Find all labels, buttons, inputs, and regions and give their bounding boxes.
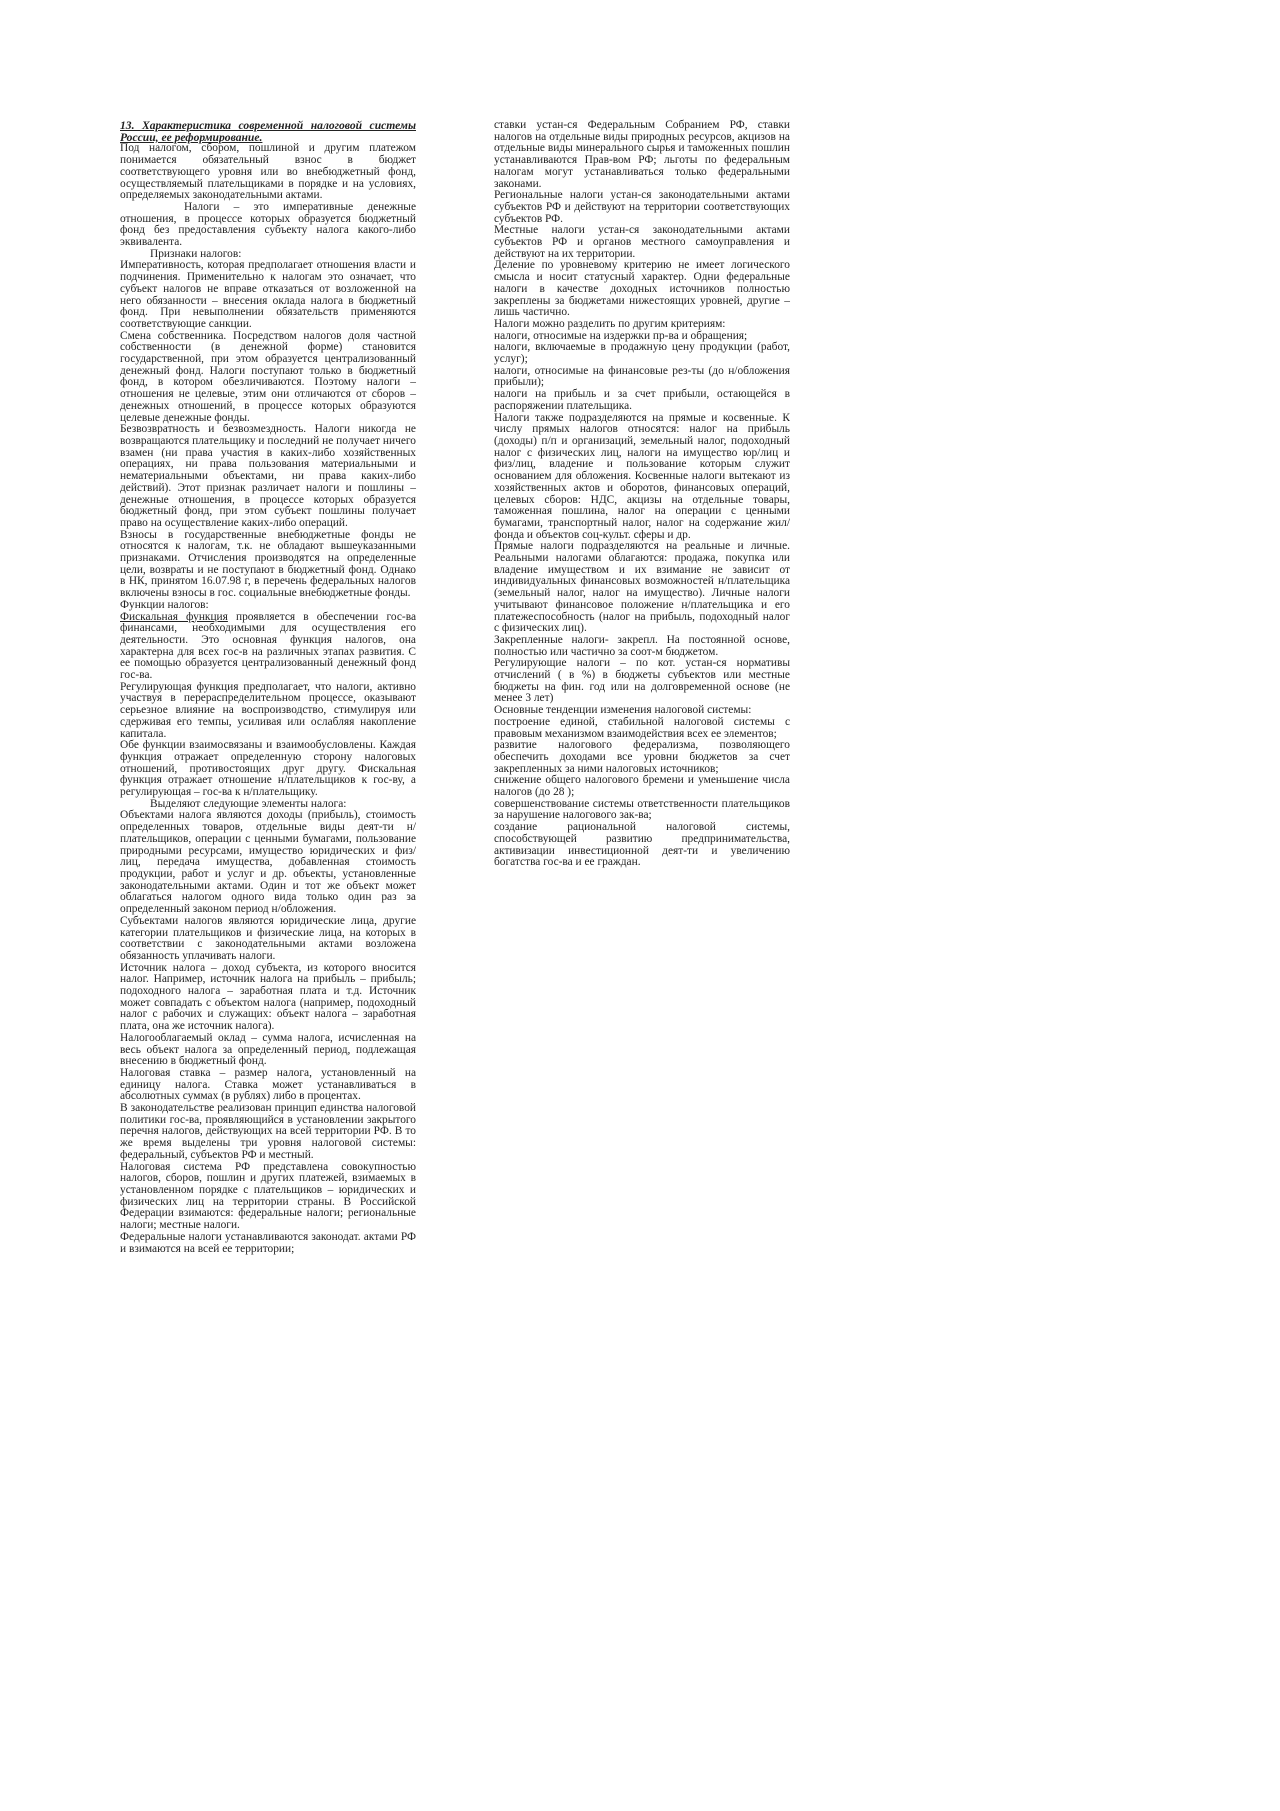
paragraph <box>120 260 416 330</box>
paragraph-text: Субъектами налогов являются юридические лица, другие категории плательщиков и физические лица, на которых в соответствии с законодательными актами возложена обязанность уплачивать налоги. <box>120 914 416 962</box>
paragraph-text: налоги, относимые на финансовые рез-ты (до н/обложения прибыли); <box>494 364 790 389</box>
paragraph-text: Налоги – это императивные денежные отношения, в процессе которых образуется бюджетный фонд без предоставления субъекту налога какого-либо эквивалента. <box>120 200 416 249</box>
paragraph-text: Безвозвратность и безвозмездность. Налоги никогда не возвращаются плательщику и последний не получает ничего взамен (ни права участия в каких-либо хозяйственных операциях, ни права пользования материальными и нематериальными объектами, ни права каких-либо действий). Этот признак различает налоги и пошлины – денежные отношения, в процессе которых образуется бюджетный фонд, при этом субъект пошлины получает право на осуществление каких-либо операций. <box>120 423 416 529</box>
paragraph-text: Налогооблагаемый оклад – сумма налога, исчисленная на весь объект налога за определенный период, подлежащая внесению в бюджетный фонд. <box>120 1031 416 1068</box>
right-paragraphs <box>494 120 790 869</box>
left-column <box>120 120 416 1255</box>
paragraph <box>494 799 790 822</box>
paragraph-text: В законодательстве реализован принцип единства налоговой политики гос-ва, проявляющийся в установлении закрытого перечня налогов, действующих на всей территории РФ. В то же время выделены три уровня налоговой системы: федеральный, субъектов РФ и местный. <box>120 1102 416 1161</box>
paragraph <box>494 822 790 869</box>
paragraph <box>120 963 416 1033</box>
section-heading: 13. Характеристика современной налоговой системы России, ее реформирование. <box>120 119 416 144</box>
paragraph <box>494 740 790 775</box>
paragraph <box>120 1232 416 1255</box>
paragraph-text: Источник налога – доход субъекта, из которого вносится налог. Например, источник налога на прибыль – прибыль; подоходного налога – заработная плата и т.д. Источник может совпадать с объектом налога (например, подоходный налог с рабочих и служащих: объект налога – заработная плата, она же источник налога). <box>120 961 416 1033</box>
paragraph-text: Регулирующие налоги – по кот. устан-ся нормативы отчислений ( в %) в бюджеты субъектов или местные бюджеты на фин. год или на долговременной основе (не менее 3 лет) <box>494 657 790 705</box>
paragraph <box>120 916 416 963</box>
paragraph-text: Смена собственника. Посредством налогов доля частной собственности (в денежной форме) становится государственной, при этом образуется централизованный денежный фонд. Налоги поступают только в бюджетный фонд, в котором обезличиваются. Поэтому налоги – отношения не целевые, этим они отличаются от сборов – денежных отношений, в процессе которых образуются целевые денежные фонды. <box>120 329 416 424</box>
paragraph-lead: Фискальная функция <box>120 610 228 623</box>
paragraph-text: налоги, включаемые в продажную цену продукции (работ, услуг); <box>494 341 790 366</box>
paragraph <box>120 424 416 529</box>
paragraph <box>494 775 790 798</box>
paragraph-text: Выделяют следующие элементы налога: <box>150 797 347 810</box>
paragraph-text: Признаки налогов: <box>150 247 242 260</box>
paragraph-text: Налоговая ставка – размер налога, установленный на единицу налога. Ставка может устанавливаться в абсолютных суммах (в рублях) либо в процентах. <box>120 1066 416 1103</box>
paragraph-text: Под налогом, сбором, пошлиной и другим платежом понимается обязательный взнос в бюджет соответствующего уровня или во внебюджетный фонд, осуществляемый плательщиками в порядке и на условиях, определяемых законодательными актами. <box>120 142 416 202</box>
paragraph <box>494 658 790 705</box>
paragraph-text: Регулирующая функция предполагает, что налоги, активно участвуя в перераспределительном процессе, оказывают серьезное влияние на воспроизводство, стимулируя или сдерживая его темпы, усиливая или ослабляя накопление капитала. <box>120 680 416 740</box>
paragraph <box>120 530 416 600</box>
paragraph-text: Деление по уровневому критерию не имеет логического смысла и носит статусный характер. Одни федеральные налоги в качестве доходных источников полностью закреплены за бюджетами нижестоящих уровней, другие – лишь частично. <box>494 259 790 319</box>
paragraph <box>494 635 790 658</box>
paragraph <box>494 541 790 635</box>
paragraph <box>120 1103 416 1162</box>
paragraph-text: Региональные налоги устан-ся законодательными актами субъектов РФ и действуют на территории соответствующих субъектов РФ. <box>494 189 790 225</box>
paragraph-text: снижение общего налогового бремени и уменьшение числа налогов (до 28 ); <box>494 774 790 799</box>
paragraph <box>120 202 416 249</box>
paragraph <box>120 682 416 741</box>
paragraph <box>494 366 790 389</box>
paragraph-text: построение единой, стабильной налоговой системы с правовым механизмом взаимодействия всех ее элементов; <box>494 715 790 740</box>
paragraph-text: Местные налоги устан-ся законодательными актами субъектов РФ и органов местного самоуправления и действуют на их территории. <box>494 224 790 260</box>
paragraph <box>494 342 790 365</box>
paragraph-text: Налоги можно разделить по другим критериям: <box>494 317 726 330</box>
paragraph-text: Основные тенденции изменения налоговой системы: <box>494 704 752 717</box>
paragraph <box>120 1068 416 1103</box>
paragraph-text: Прямые налоги подразделяются на реальные и личные. Реальными налогами облагаются: продажа, покупка или владение имуществом и их взимание не зависит от индивидуальных финансовых возможностей н/плательщика (земельный налог, налог на имущество). Личные налоги учитывают финансовое положение н/плательщика и его платежеспособность (налог на прибыль, подоходный налог с физических лиц). <box>494 540 790 635</box>
paragraph <box>494 225 790 260</box>
paragraph <box>494 260 790 319</box>
paragraph-text: Функции налогов: <box>120 598 209 611</box>
paragraph <box>120 810 416 915</box>
paragraph-text: Закрепленные налоги- закрепл. На постоянной основе, полностью или частично за соот-м бюджетом. <box>494 633 790 658</box>
paragraph-text: Взносы в государственные внебюджетные фонды не относятся к налогам, т.к. не обладают вышеуказанными признаками. Отчисления производятся на определенные цели, возвраты и не поступают в бюджетный фонд. Однако в НК, принятом 16.07.98 г, в перечень федеральных налогов включены взносы в гос. социальные внебюджетные фонды. <box>120 528 416 600</box>
right-column <box>494 120 790 869</box>
paragraph <box>120 1162 416 1232</box>
paragraph-text: Налоговая система РФ представлена совокупностью налогов, сборов, пошлин и других платежей, взимаемых в установленном порядке с плательщиков – юридических и физических лиц на территории страны. В Российской Федерации взимаются: федеральные налоги; региональные налоги; местные налоги. <box>120 1160 416 1232</box>
paragraph-text: налоги на прибыль и за счет прибыли, остающейся в распоряжении плательщика. <box>494 388 790 412</box>
paragraph <box>494 120 790 190</box>
paragraph-text: Налоги также подразделяются на прямые и косвенные. К числу прямых налогов относятся: налог на прибыль (доходы) п/п и организаций, земельный налог, подоходный налог с физических лиц, налоги на имущество юр/лиц и физ/лиц, владение и пользование которым служит основанием для обложения. Косвенные налоги вытекают из хозяйственных актов и оборотов, финансовых операций, целевых сборов: НДС, акцизы на отдельные товары, таможенная пошлина, налог на операции с ценными бумагами, транспортный налог, налог на содержание жил/фонда и объектов соц-культ. сферы и др. <box>494 411 790 541</box>
paragraph-text: Объектами налога являются доходы (прибыль), стоимость определенных товаров, отдельные виды деят-ти н/плательщиков, операции с ценными бумагами, пользование природными ресурсами, имущество юридических и физ/лиц, передача имущества, добавленная стоимость продукции, работ и услуг и др. объекты, установленные законодательными актами. Один и тот же объект может облагаться налогом одного вида только один раз за определенный законом период н/обложения. <box>120 809 416 916</box>
paragraph <box>120 740 416 799</box>
paragraph-text: налоги, относимые на издержки пр-ва и обращения; <box>494 329 748 342</box>
paragraph <box>494 190 790 225</box>
paragraph <box>494 413 790 542</box>
paragraph-text: совершенствование системы ответственности плательщиков за нарушение налогового зак-ва; <box>494 797 790 822</box>
paragraph-text: ставки устан-ся Федеральным Собранием РФ, ставки налогов на отдельные виды природных ресурсов, акцизов на отдельные виды минерального сырья и таможенных пошлин устанавливаются Прав-вом РФ; льготы по федеральным налогам могут устанавливаться только федеральными законами. <box>494 119 790 190</box>
paragraph-text: проявляется в обеспечении гос-ва финансами, необходимыми для осуществления его деятельности. Это основная функция налогов, она характерна для всех гос-в на различных этапах развития. С ее помощью образуется централизованный денежный фонд гос-ва. <box>120 610 417 682</box>
paragraph <box>120 612 416 682</box>
paragraph <box>494 389 790 412</box>
paragraph-text: Императивность, которая предполагает отношения власти и подчинения. Применительно к налогам это означает, что субъект налогов не вправе отказаться от возложенной на него обязанности – внесения оклада налога в бюджетный фонд. При невыполнении обязательств применяются соответствующие санкции. <box>120 259 416 330</box>
paragraph <box>120 331 416 425</box>
paragraph-text: развитие налогового федерализма, позволяющего обеспечить доходами все уровни бюджетов за счет закрепленных за ними налоговых источников; <box>494 739 790 775</box>
paragraph-text: создание рациональной налоговой системы, способствующей развитию предпринимательства, активизации инвестиционной деят-ти и увеличению богатства гос-ва и ее граждан. <box>494 821 790 869</box>
paragraph-text: Федеральные налоги устанавливаются законодат. актами РФ и взимаются на всей ее территории; <box>120 1230 416 1255</box>
paragraph <box>120 143 416 202</box>
paragraph <box>120 1033 416 1068</box>
left-paragraphs <box>120 143 416 1255</box>
paragraph-text: Обе функции взаимосвязаны и взаимообусловлены. Каждая функция отражает определенную сторону налоговых отношений, противостоящих друг другу. Фискальная функция отражает отношение н/плательщиков к гос-ву, а регулирующая – гос-ва к н/плательщику. <box>120 739 416 799</box>
paragraph <box>494 717 790 740</box>
